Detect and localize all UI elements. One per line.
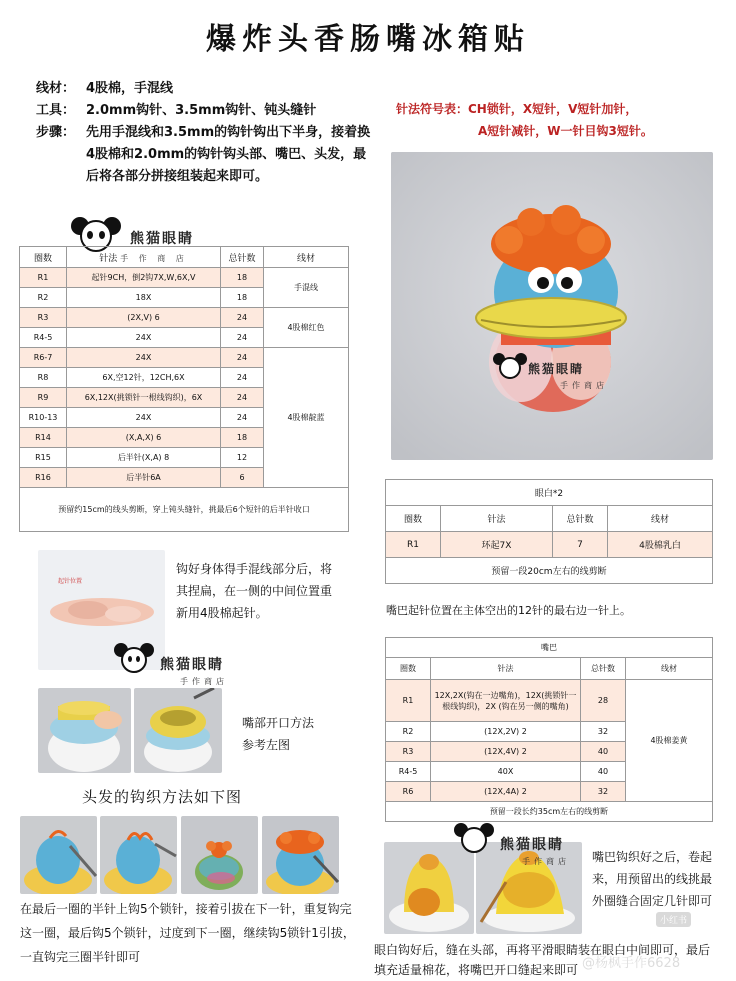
row-stitch: (12X,4A) 2: [431, 782, 581, 802]
col-header: 线材: [608, 506, 713, 532]
body-table: [19, 246, 349, 532]
mouth-opening-text: 嘴部开口方法参考左图: [242, 716, 315, 752]
eye-table: [385, 479, 713, 584]
panda-logo-icon: [110, 640, 158, 674]
row-round: R6-7: [20, 348, 67, 368]
legend-line-1: 针法符号表：CH锁针，X短针，V短针加针，: [396, 102, 638, 116]
row-round: R16: [20, 468, 67, 488]
row-yarn: 4股棉靛蓝: [264, 348, 349, 488]
row-yarn: 4股棉红色: [264, 308, 349, 348]
row-stitch: 环起7X: [441, 532, 553, 558]
col-header: 总针数: [553, 506, 608, 532]
table-note: 预留一段20cm左右的线剪断: [386, 558, 713, 584]
row-count: 24: [221, 328, 264, 348]
brand-name-photo: 熊猫眼睛: [528, 362, 585, 376]
brand-name-2: 熊猫眼睛: [160, 657, 224, 673]
row-stitch: 24X: [67, 348, 221, 368]
info-key: 工具：: [36, 103, 76, 118]
row-round: R4-5: [386, 762, 431, 782]
mouth-done-text: 嘴巴钩织好之后，卷起来，用预留出的线挑最外圈缝合固定几针即可: [592, 850, 713, 908]
row-stitch: 40X: [431, 762, 581, 782]
brand-name-3: 熊猫眼睛: [500, 837, 564, 853]
panda-logo-icon: [450, 820, 498, 854]
row-count: 7: [553, 532, 608, 558]
row-stitch: 18X: [67, 288, 221, 308]
row-count: 24: [221, 408, 264, 428]
col-header: 圈数: [386, 658, 431, 680]
info-value: 2.0mm钩针、3.5mm钩针、钝头缝针: [86, 103, 317, 118]
product-photo: [391, 152, 713, 460]
row-round: R4-5: [20, 328, 67, 348]
brand-sub-2: 手作商店: [180, 677, 228, 686]
row-round: R1: [20, 268, 67, 288]
hair-photo-4: [262, 816, 339, 894]
mouth-opening-photo-1: [38, 688, 131, 773]
mouth-opening-photo-2: [134, 688, 222, 773]
row-count: 18: [221, 268, 264, 288]
brand-sub-photo: 手作商店: [560, 381, 608, 390]
row-stitch: 6X,12X(挑锁针一根线钩织)，6X: [67, 388, 221, 408]
row-round: R2: [386, 722, 431, 742]
col-header: 圈数: [20, 247, 67, 268]
row-stitch: 起针9CH，倒2钩7X,W,6X,V: [67, 268, 221, 288]
row-count: 24: [221, 368, 264, 388]
info-key: 线材：: [36, 81, 76, 96]
row-round: R6: [386, 782, 431, 802]
materials-info: [36, 78, 376, 188]
row-count: 32: [581, 722, 626, 742]
row-round: R1: [386, 680, 431, 722]
stitch-legend: [396, 98, 706, 142]
row-round: R9: [20, 388, 67, 408]
row-round: R1: [386, 532, 441, 558]
brand-name: 熊猫眼睛: [130, 231, 194, 247]
mouth-done-photo-1: [384, 842, 474, 934]
row-count: 24: [221, 348, 264, 368]
hair-photo-3: [181, 816, 258, 894]
xiaohongshu-tag: 小红书: [656, 912, 691, 927]
col-header: 针法: [431, 658, 581, 680]
row-round: R3: [20, 308, 67, 328]
watermark: @杨枫手作6628: [582, 956, 681, 971]
panda-logo-icon: [490, 350, 530, 380]
row-stitch: 24X: [67, 328, 221, 348]
row-yarn: 手混线: [264, 268, 349, 308]
brand-sub-3: 手作商店: [522, 857, 570, 866]
col-header: 针法: [441, 506, 553, 532]
info-value: 先用手混线和3.5mm的钩针钩出下半身，接着换4股棉和2.0mm的钩针钩头部、嘴巴、头发，最后将各部分拼接组装起来即可。: [86, 125, 371, 184]
legend-line-2: A短针减针，W一针目钩3短针。: [478, 124, 653, 138]
row-round: R14: [20, 428, 67, 448]
row-round: R15: [20, 448, 67, 468]
eye-table-title: 眼白*2: [386, 480, 713, 506]
row-stitch: (2X,V) 6: [67, 308, 221, 328]
body-fold-text: 钩好身体得手混线部分后，将其捏扁，在一侧的中间位置重新用4股棉起针。: [176, 562, 333, 620]
row-count: 24: [221, 308, 264, 328]
row-round: R10-13: [20, 408, 67, 428]
photo-label: 起针位置: [58, 578, 83, 585]
row-round: R2: [20, 288, 67, 308]
row-count: 40: [581, 742, 626, 762]
hair-heading: 头发的钩织方法如下图: [82, 788, 243, 806]
row-stitch: 后半针6A: [67, 468, 221, 488]
col-header: 圈数: [386, 506, 441, 532]
row-stitch: (12X,4V) 2: [431, 742, 581, 762]
page-title: 爆炸头香肠嘴冰箱贴: [206, 22, 530, 57]
row-yarn: 4股棉乳白: [608, 532, 713, 558]
table-note: 预留约15cm的线头剪断，穿上钝头缝针，挑最后6个短针的后半针收口: [20, 488, 349, 532]
brand-sub: 手 作 商 店: [120, 253, 188, 263]
hair-photo-1: [20, 816, 97, 894]
row-stitch: 后半针(X,A) 8: [67, 448, 221, 468]
eye-done-text: 眼白钩好后，缝在头部，再将平滑眼睛装在眼白中间即可，最后填充适量棉花，将嘴巴开口缝起来即可: [374, 943, 711, 977]
row-stitch: (12X,2V) 2: [431, 722, 581, 742]
col-header-label: 针法: [99, 253, 118, 264]
col-header: 总针数: [581, 658, 626, 680]
row-stitch: (X,A,X) 6: [67, 428, 221, 448]
row-count: 18: [221, 288, 264, 308]
row-yarn: 4股棉姜黄: [626, 680, 713, 802]
hair-photo-2: [100, 816, 177, 894]
hair-text: 在最后一圈的半针上钩5个锁针，接着引拔在下一针，重复钩完这一圈，最后钩5个锁针，过度到下一圈，继续钩5锁针1引拔，一直钩完三圈半针即可: [20, 902, 355, 964]
mouth-table-title: 嘴巴: [386, 638, 713, 658]
row-stitch: 12X,2X(钩在一边嘴角)，12X(挑锁针一根线钩织)，2X (钩在另一侧的嘴角): [431, 680, 581, 722]
row-count: 12: [221, 448, 264, 468]
col-header: 总针数: [221, 247, 264, 268]
mouth-start-note: 嘴巴起针位置在主体空出的12针的最右边一针上。: [386, 604, 631, 617]
row-count: 40: [581, 762, 626, 782]
row-count: 6: [221, 468, 264, 488]
row-count: 18: [221, 428, 264, 448]
row-round: R3: [386, 742, 431, 762]
col-header: 线材: [264, 247, 349, 268]
row-stitch: 6X,空12针，12CH,6X: [67, 368, 221, 388]
mouth-table: [385, 637, 713, 822]
row-stitch: 24X: [67, 408, 221, 428]
col-header: [67, 247, 221, 268]
row-count: 24: [221, 388, 264, 408]
row-count: 28: [581, 680, 626, 722]
row-count: 32: [581, 782, 626, 802]
row-round: R8: [20, 368, 67, 388]
info-key: 步骤：: [36, 125, 76, 140]
info-value: 4股棉，手混线: [86, 81, 174, 96]
col-header: 线材: [626, 658, 713, 680]
table-note: 预留一段长约35cm左右的线剪断: [386, 802, 713, 822]
